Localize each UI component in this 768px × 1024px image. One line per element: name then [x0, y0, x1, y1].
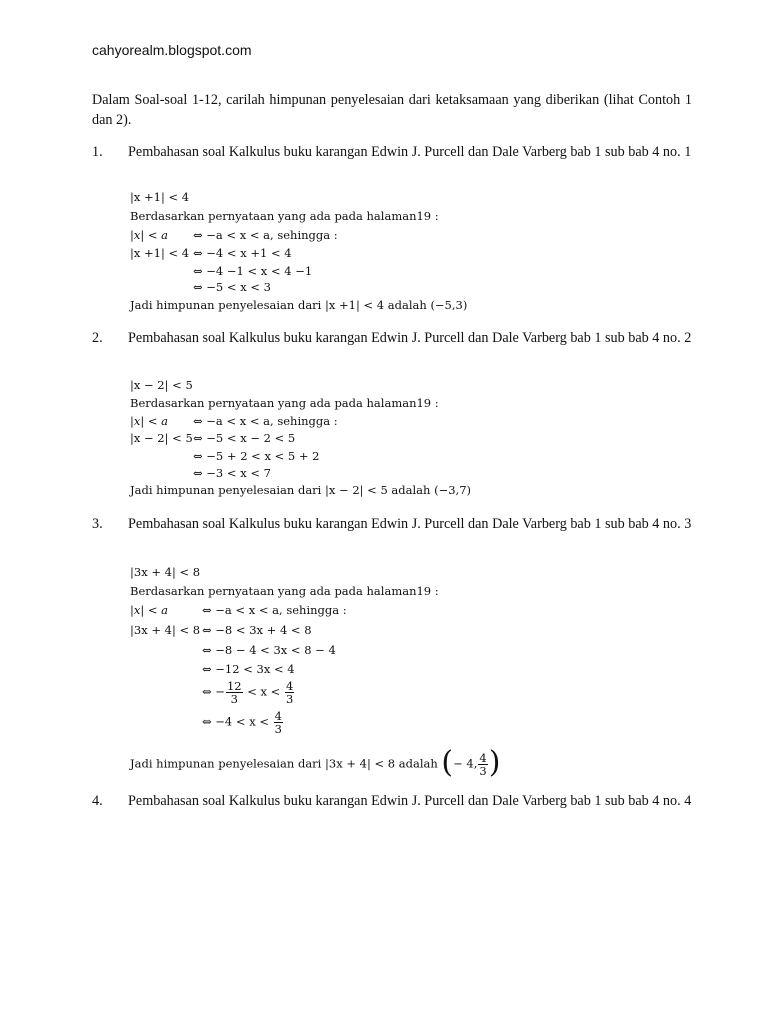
problem-number: 4. [92, 793, 103, 809]
rule-left: |x| < a [130, 603, 169, 617]
fraction [274, 710, 283, 735]
step4-mid: < x < [247, 684, 281, 699]
denominator: 3 [479, 764, 487, 778]
basis-line: Berdasarkan pernyataan yang ada pada halaman19 : [130, 584, 439, 598]
step1-left: |3x + 4| < 8 [130, 623, 201, 637]
conclusion-value: − 4, [453, 756, 478, 771]
rule-right: ⇔ −a < x < a, sehingga : [193, 228, 338, 242]
step5 [202, 710, 284, 735]
close-paren: ) [488, 745, 501, 780]
conclusion [130, 747, 500, 782]
numerator: 4 [274, 709, 282, 723]
problem-title: Pembahasan soal Kalkulus buku karangan Edwin J. Purcell dan Dale Varberg bab 1 sub bab 4 no. 2 [128, 330, 692, 346]
rule-left: |x| < a [130, 228, 169, 242]
inequality: |3x + 4| < 8 [130, 565, 201, 579]
fraction [478, 752, 487, 777]
step2: ⇔ −8 − 4 < 3x < 8 − 4 [202, 643, 336, 657]
step3: ⇔ −12 < 3x < 4 [202, 662, 295, 676]
problem-number: 1. [92, 144, 103, 160]
problem-title: Pembahasan soal Kalkulus buku karangan Edwin J. Purcell dan Dale Varberg bab 1 sub bab 4 no. 1 [128, 144, 692, 160]
basis-line: Berdasarkan pernyataan yang ada pada halaman19 : [130, 396, 439, 410]
step1-right: ⇔ −5 < x − 2 < 5 [193, 431, 296, 445]
fraction [226, 680, 243, 705]
step2: ⇔ −5 + 2 < x < 5 + 2 [193, 449, 320, 463]
open-paren: ( [441, 745, 454, 780]
step1-left: |x − 2| < 5 [130, 431, 193, 445]
denominator: 3 [285, 692, 294, 706]
rule-right: ⇔ −a < x < a, sehingga : [202, 603, 347, 617]
denominator: 3 [230, 692, 238, 706]
numerator: 4 [479, 751, 487, 765]
step3: ⇔ −5 < x < 3 [193, 280, 271, 294]
fraction [285, 680, 294, 705]
step4 [202, 680, 295, 705]
step2: ⇔ −4 −1 < x < 4 −1 [193, 264, 313, 278]
step3: ⇔ −3 < x < 7 [193, 466, 271, 480]
problem-title: Pembahasan soal Kalkulus buku karangan Edwin J. Purcell dan Dale Varberg bab 1 sub bab 4 no. 4 [128, 793, 692, 809]
inequality: |x +1| < 4 [130, 190, 190, 204]
site-header: cahyorealm.blogspot.com [92, 42, 252, 58]
numerator: 4 [285, 679, 294, 693]
rule-left: |x| < a [130, 414, 169, 428]
conclusion: Jadi himpunan penyelesaian dari |x − 2| < 5 adalah (−3,7) [130, 483, 471, 497]
problem-number: 3. [92, 516, 103, 532]
rule-right: ⇔ −a < x < a, sehingga : [193, 414, 338, 428]
basis-line: Berdasarkan pernyataan yang ada pada halaman19 : [130, 209, 439, 223]
denominator: 3 [274, 722, 282, 736]
inequality: |x − 2| < 5 [130, 378, 193, 392]
problem-number: 2. [92, 330, 103, 346]
problem-title: Pembahasan soal Kalkulus buku karangan Edwin J. Purcell dan Dale Varberg bab 1 sub bab 4 no. 3 [128, 516, 692, 532]
step1-right: ⇔ −4 < x +1 < 4 [193, 246, 292, 260]
step5-prefix: ⇔ −4 < x < [202, 714, 269, 729]
step4-prefix: ⇔ − [202, 684, 225, 699]
numerator: 12 [226, 679, 242, 693]
step1-left: |x +1| < 4 [130, 246, 190, 260]
conclusion-text: Jadi himpunan penyelesaian dari |3x + 4| < 8 adalah [130, 756, 438, 771]
step1-right: ⇔ −8 < 3x + 4 < 8 [202, 623, 312, 637]
conclusion: Jadi himpunan penyelesaian dari |x +1| < 4 adalah (−5,3) [130, 298, 468, 312]
intro-paragraph: Dalam Soal-soal 1-12, carilah himpunan penyelesaian dari ketaksamaan yang diberikan (lihat Contoh 1 dan 2). [92, 92, 692, 128]
